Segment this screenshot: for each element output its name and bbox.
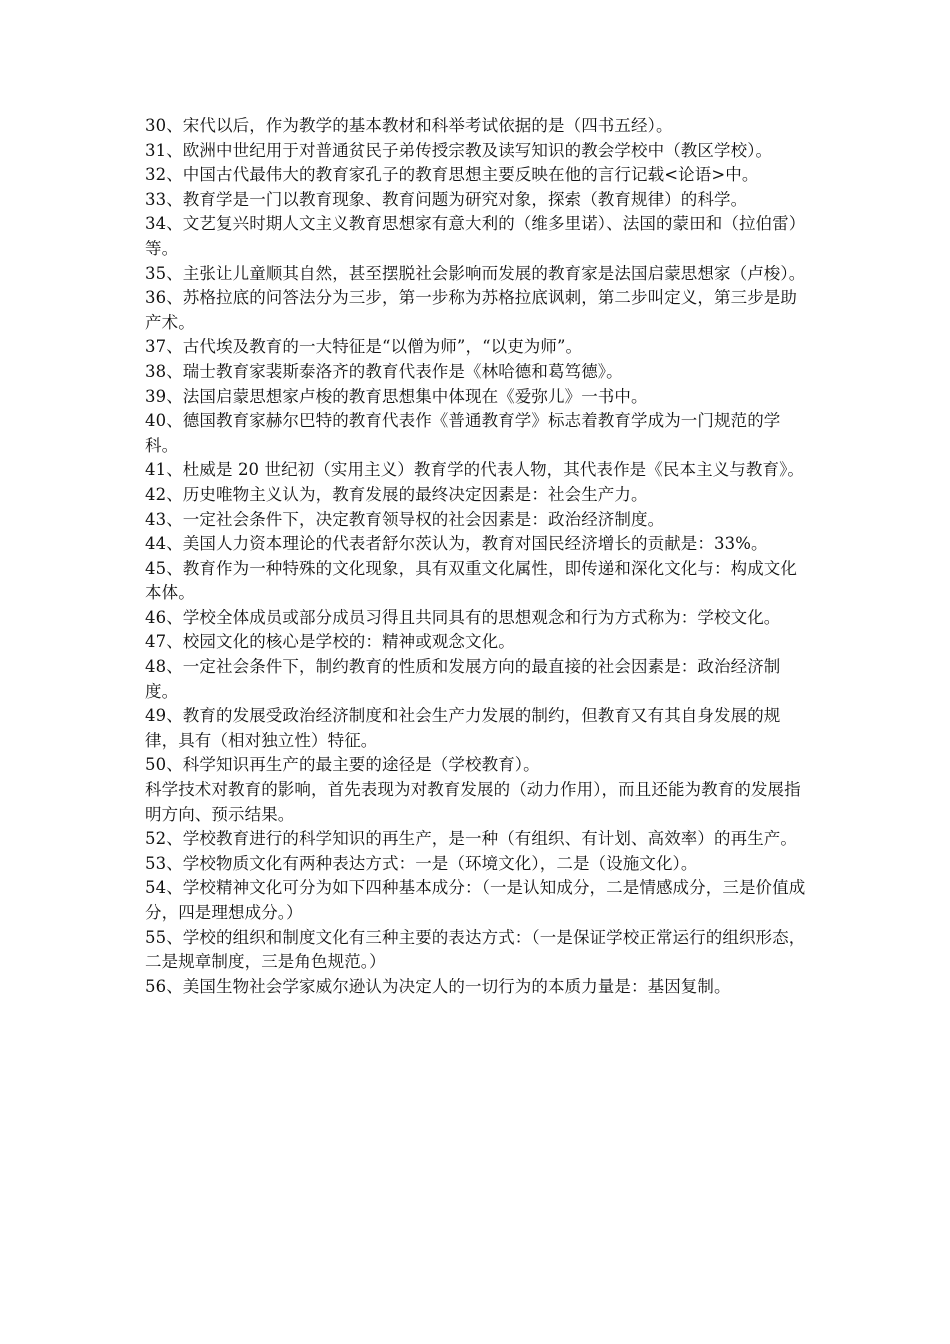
paragraph-32: 32、中国古代最伟大的教育家孔子的教育思想主要反映在他的言行记载<论语>中。: [145, 165, 759, 185]
paragraph-41: 41、杜威是 20 世纪初（实用主义）教育学的代表人物，其代表作是《民本主义与教育》。: [145, 460, 805, 480]
paragraph-37: 37、古代埃及教育的一大特征是“以僧为师”，“以吏为师”。: [145, 337, 583, 357]
paragraph-39: 39、法国启蒙思想家卢梭的教育思想集中体现在《爱弥儿》一书中。: [145, 386, 648, 406]
paragraph-52: 52、学校教育进行的科学知识的再生产，是一种（有组织、有计划、高效率）的再生产。: [145, 829, 797, 849]
paragraph-33: 33、教育学是一门以教育现象、教育问题为研究对象，探索（教育规律）的科学。: [145, 189, 748, 209]
paragraph-56: 56、美国生物社会学家威尔逊认为决定人的一切行为的本质力量是：基因复制。: [145, 976, 731, 996]
paragraph-38: 38、瑞士教育家裴斯泰洛齐的教育代表作是《林哈德和葛笃德》。: [145, 361, 623, 381]
paragraph-34: 34、文艺复兴时期人文主义教育思想家有意大利的（维多里诺）、法国的蒙田和（拉伯雷）等。: [145, 214, 806, 258]
document-body: [145, 114, 810, 999]
paragraph-35: 35、主张让儿童顺其自然，甚至摆脱社会影响而发展的教育家是法国启蒙思想家（卢梭）。: [145, 263, 806, 283]
paragraph-49: 49、教育的发展受政治经济制度和社会生产力发展的制约，但教育又有其自身发展的规律，具有（相对独立性）特征。: [145, 706, 781, 750]
paragraph-30: 30、宋代以后，作为教学的基本教材和科举考试依据的是（四书五经）。: [145, 116, 673, 135]
paragraph-55: 55、学校的组织和制度文化有三种主要的表达方式：（一是保证学校正常运行的组织形态，二是规章制度，三是角色规范。）: [145, 927, 806, 972]
paragraph-50: 50、科学知识再生产的最主要的途径是（学校教育）。: [145, 755, 540, 775]
paragraph-47: 47、校园文化的核心是学校的：精神或观念文化。: [145, 632, 515, 652]
paragraph-36: 36、苏格拉底的问答法分为三步，第一步称为苏格拉底讽刺，第二步叫定义，第三步是助产术。: [145, 288, 797, 332]
paragraph-48: 48、一定社会条件下，制约教育的性质和发展方向的最直接的社会因素是：政治经济制度。: [145, 657, 781, 701]
paragraph-45: 45、教育作为一种特殊的文化现象，具有双重文化属性，即传递和深化文化与：构成文化本体。: [145, 558, 797, 603]
paragraph-44: 44、美国人力资本理论的代表者舒尔茨认为，教育对国民经济增长的贡献是：33%。: [145, 534, 768, 554]
paragraph-42: 42、历史唯物主义认为，教育发展的最终决定因素是：社会生产力。: [145, 484, 648, 504]
paragraph-51: 科学技术对教育的影响，首先表现为对教育发展的（动力作用），而且还能为教育的发展指明方向、预示结果。: [145, 780, 801, 824]
paragraph-46: 46、学校全体成员或部分成员习得且共同具有的思想观念和行为方式称为：学校文化。: [145, 607, 781, 627]
paragraph-31: 31、欧洲中世纪用于对普通贫民子弟传授宗教及读写知识的教会学校中（教区学校）。: [145, 140, 773, 160]
paragraph-40: 40、德国教育家赫尔巴特的教育代表作《普通教育学》标志着教育学成为一门规范的学科。: [145, 411, 781, 455]
paragraph-53: 53、学校物质文化有两种表达方式：一是（环境文化），二是（设施文化）。: [145, 853, 698, 873]
paragraph-54: 54、学校精神文化可分为如下四种基本成分：（一是认知成分，二是情感成分，三是价值成分，四是理想成分。）: [145, 878, 806, 922]
paragraph-43: 43、一定社会条件下，决定教育领导权的社会因素是：政治经济制度。: [145, 509, 665, 529]
